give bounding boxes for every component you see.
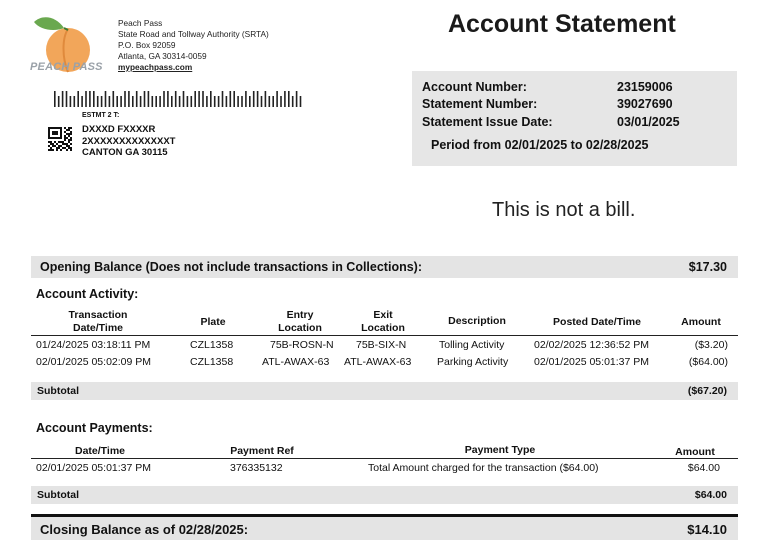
cell-amount: ($64.00) (688, 356, 728, 368)
col-header-description: Description (448, 315, 506, 327)
statement-period: Period from 02/01/2025 to 02/28/2025 (431, 138, 649, 152)
mailing-line: CANTON GA 30115 (82, 147, 168, 158)
closing-balance-label: Closing Balance as of 02/28/2025: (40, 522, 249, 537)
not-a-bill-notice: This is not a bill. (492, 199, 636, 221)
subtotal-label: Subtotal (37, 385, 79, 397)
cell-plate: CZL1358 (190, 339, 234, 351)
col-header-ref: Payment Ref (230, 445, 294, 457)
account-number: 23159006 (617, 80, 673, 94)
col-header-exit (350, 309, 416, 334)
col-header-text: Date/Time (73, 321, 123, 334)
mailing-line: 2XXXXXXXXXXXXXT (82, 135, 176, 147)
cell-amount: ($3.20) (694, 339, 728, 351)
col-header-amount: Amount (675, 446, 715, 458)
closing-balance-bar (31, 514, 738, 540)
issue-date-label: Statement Issue Date: (422, 115, 553, 129)
table-rule (31, 335, 738, 336)
cell-type: Total Amount charged for the transaction ($64.00) (368, 462, 599, 474)
cell-exit: 75B-SIX-N (356, 339, 407, 351)
cell-entry: ATL-AWAX-63 (262, 356, 330, 368)
col-header-text: Transaction (68, 309, 128, 321)
closing-balance-amount: $14.10 (687, 522, 727, 537)
website-link[interactable]: mypeachpass.com (118, 62, 193, 72)
col-header-type: Payment Type (464, 444, 536, 456)
cell-description: Tolling Activity (439, 339, 505, 351)
cell-exit: ATL-AWAX-63 (344, 356, 412, 368)
address-line: Peach Pass (118, 18, 163, 28)
statement-number: 39027690 (617, 97, 673, 111)
col-header-entry (265, 309, 335, 334)
logo-text: PEACH PASS (30, 61, 103, 73)
opening-balance-bar (31, 256, 738, 278)
address-line: State Road and Tollway Authority (SRTA) (118, 29, 269, 39)
cell-posted: 02/02/2025 12:36:52 PM (534, 339, 650, 351)
cell-date: 02/01/2025 05:02:09 PM (36, 356, 152, 368)
subtotal-amount: $64.00 (694, 489, 727, 501)
cell-description: Parking Activity (437, 356, 509, 368)
opening-balance-amount: $17.30 (688, 260, 727, 274)
page-title: Account Statement (448, 10, 676, 38)
cell-date: 02/01/2025 05:01:37 PM (36, 462, 152, 474)
mailing-address (82, 124, 175, 159)
payments-section-title: Account Payments: (36, 421, 153, 435)
col-header-date: Date/Time (75, 445, 125, 457)
cell-posted: 02/01/2025 05:01:37 PM (534, 356, 650, 368)
address-line: Atlanta, GA 30314-0059 (118, 51, 207, 61)
account-number-label: Account Number: (422, 80, 527, 94)
statement-number-label: Statement Number: (422, 97, 538, 111)
cell-ref: 376335132 (230, 462, 283, 474)
activity-section-title: Account Activity: (36, 287, 139, 301)
col-header-text: Location (278, 321, 322, 334)
col-header-text: Exit (373, 309, 393, 321)
payments-subtotal-bar (31, 486, 738, 504)
postal-barcode (52, 90, 308, 108)
cell-amount: $64.00 (687, 462, 720, 474)
subtotal-amount: ($67.20) (687, 385, 727, 397)
address-line: P.O. Box 92059 (118, 40, 176, 50)
table-rule (31, 458, 738, 459)
account-info-box (412, 71, 737, 166)
estmt-code: ESTMT 2 T: (82, 112, 120, 119)
cell-date: 01/24/2025 03:18:11 PM (36, 339, 151, 351)
col-header-posted: Posted Date/Time (553, 316, 641, 328)
cell-plate: CZL1358 (190, 356, 234, 368)
subtotal-label: Subtotal (37, 489, 79, 501)
cell-entry: 75B-ROSN-N (270, 339, 334, 351)
col-header-text: Location (361, 321, 405, 334)
issue-date: 03/01/2025 (617, 115, 680, 129)
col-header-text: Entry (286, 309, 314, 321)
return-address (118, 18, 269, 73)
qr-code (48, 127, 72, 151)
col-header-date (48, 309, 148, 334)
col-header-plate: Plate (200, 316, 226, 328)
activity-subtotal-bar (31, 382, 738, 400)
opening-balance-label: Opening Balance (Does not include transactions in Collections): (40, 260, 422, 274)
col-header-amount: Amount (681, 316, 721, 328)
mailing-line: DXXXD FXXXXR (82, 124, 156, 135)
